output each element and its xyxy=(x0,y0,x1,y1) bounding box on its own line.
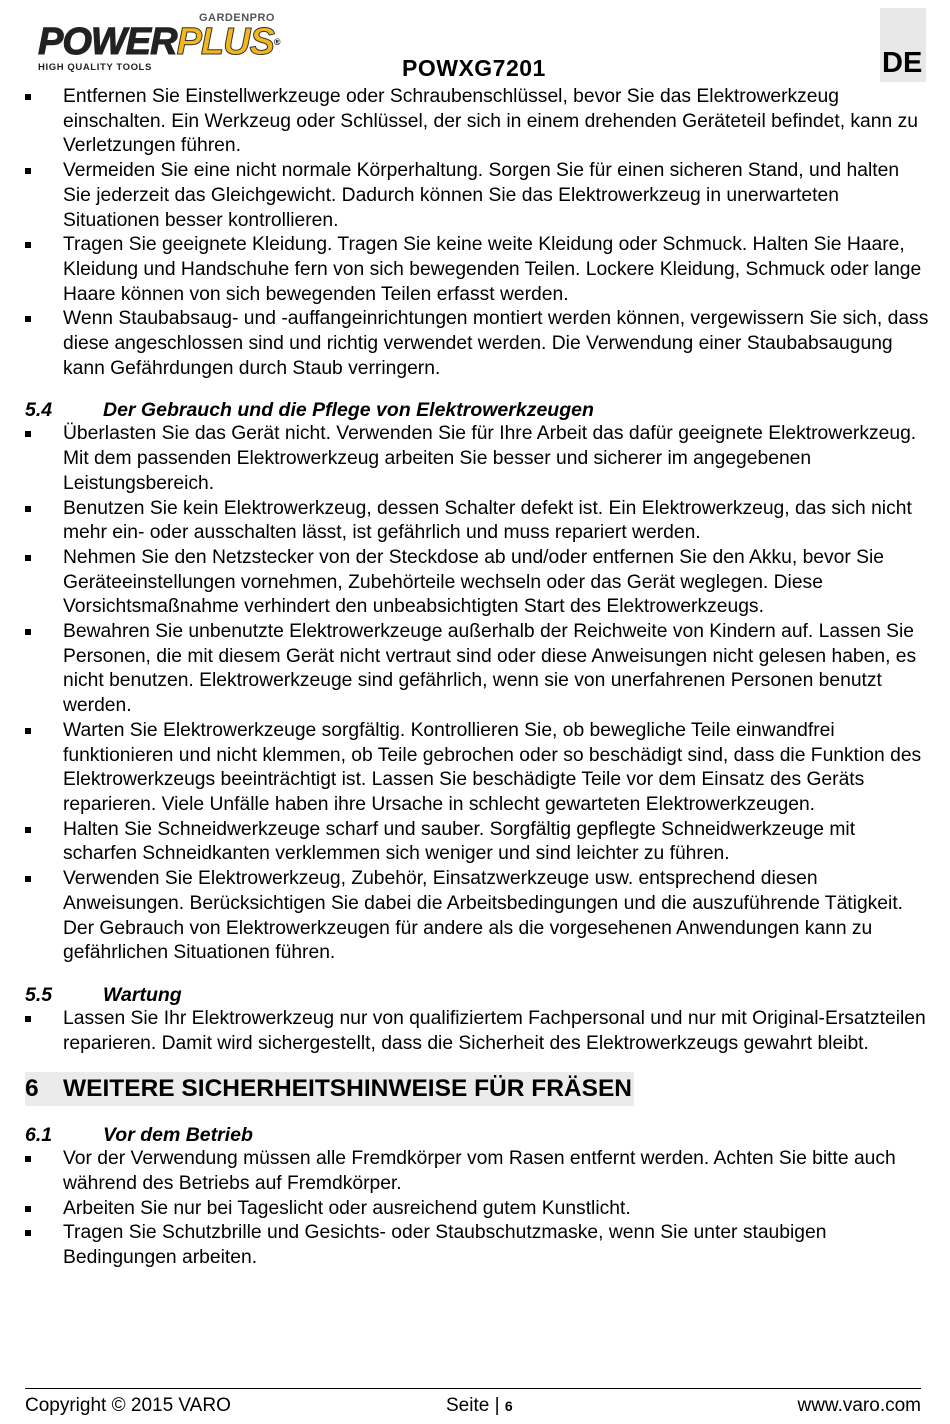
section-number: 5.5 xyxy=(25,983,53,1006)
powerplus-logo xyxy=(38,12,283,72)
list-item-text: Wenn Staubabsaug- und -auffangeinrichtungen montiert werden können, vergewissern Sie sich, dass diese angeschlossen sind und richtig verwendet werden. Die Verwendung einer Staubabsaugung kann Gefährdungen durch Staub verringern. xyxy=(63,308,929,379)
logo-gardenpro-text: GARDENPRO xyxy=(198,12,275,24)
bullet-icon xyxy=(25,827,31,833)
bullet-icon xyxy=(25,555,31,561)
bullet-icon xyxy=(25,629,31,635)
list-item xyxy=(25,1221,930,1270)
chapter-title: WEITERE SICHERHEITSHINWEISE FÜR FRÄSEN xyxy=(63,1075,632,1103)
list-item xyxy=(25,159,930,233)
list-item xyxy=(25,422,930,496)
logo-tagline: HIGH QUALITY TOOLS xyxy=(38,62,152,73)
page-footer xyxy=(25,1388,921,1416)
bullet-icon xyxy=(25,316,31,322)
bullet-icon xyxy=(25,1016,31,1022)
logo-plus-text: PLUS xyxy=(176,21,274,63)
logo-registered-mark: ® xyxy=(273,37,280,47)
language-tab xyxy=(880,8,926,82)
list-item xyxy=(25,546,930,620)
footer-page-indicator xyxy=(446,1395,513,1417)
list-item-text: Halten Sie Schneidwerkzeuge scharf und sauber. Sorgfältig gepflegte Schneidwerkzeuge mit scharfen Schneidkanten verklemmen sich weniger und sind leichter zu führen. xyxy=(63,818,856,865)
list-item xyxy=(25,867,930,966)
list-item-text: Bewahren Sie unbenutzte Elektrowerkzeuge außerhalb der Reichweite von Kindern auf. Lassen Sie Personen, die mit diesem Gerät nicht vertraut sind oder diese Anweisungen nicht gelesen haben, es nicht benutzen. Elektrowerkzeuge sind gefährlich, wenn sie von unerfahrenen Personen benutzt werden. xyxy=(63,621,917,717)
bullet-icon xyxy=(25,876,31,882)
bullet-list-6-1 xyxy=(25,1147,930,1271)
bullet-icon xyxy=(25,728,31,734)
list-item xyxy=(25,1147,930,1196)
section-number: 5.4 xyxy=(25,399,53,422)
list-item xyxy=(25,1007,930,1056)
bullet-icon xyxy=(25,1156,31,1162)
list-item-text: Nehmen Sie den Netzstecker von der Steckdose ab und/oder entfernen Sie den Akku, bevor Sie Geräteeinstellungen vornehmen, Zubehörteile wechseln oder das Gerät weglegen. Diese Vorsichtsmaßnahme verhindert den unbeabsichtigten Start des Elektrowerkzeugs. xyxy=(63,546,885,618)
list-item xyxy=(25,307,930,381)
language-code: DE xyxy=(882,47,923,79)
chapter-number: 6 xyxy=(25,1075,39,1103)
logo-power-text: POWER xyxy=(38,21,177,63)
footer-page-separator: | xyxy=(494,1395,500,1416)
bullet-list-5-4 xyxy=(25,422,930,965)
list-item-text: Lassen Sie Ihr Elektrowerkzeug nur von qualifiziertem Fachpersonal und nur mit Original-Ersatzteilen reparieren. Damit wird sichergestellt, dass die Sicherheit des Elektrowerkzeugs gewahrt bleibt. xyxy=(63,1007,926,1054)
list-item-text: Tragen Sie Schutzbrille und Gesichts- oder Staubschutzmaske, wenn Sie unter staubigen Bedingungen arbeiten. xyxy=(63,1222,827,1269)
bullet-icon xyxy=(25,242,31,248)
list-item xyxy=(25,620,930,719)
list-item-text: Verwenden Sie Elektrowerkzeug, Zubehör, Einsatzwerkzeuge usw. entsprechend diesen Anweisungen. Berücksichtigen Sie dabei die Arbeitsbedingungen und die auszuführende Tätigkeit. Der Gebrauch von Elektrowerkzeugen für andere als die vorgesehenen Anwendungen kann zu gefährlichen Situationen führen. xyxy=(63,868,904,964)
footer-copyright: Copyright © 2015 VARO xyxy=(25,1395,231,1416)
list-item xyxy=(25,233,930,307)
bullet-icon xyxy=(25,506,31,512)
bullet-icon xyxy=(25,94,31,100)
footer-website-link[interactable]: www.varo.com xyxy=(797,1395,921,1416)
section-number: 6.1 xyxy=(25,1124,53,1147)
footer-page-label: Seite xyxy=(446,1395,490,1416)
list-item-text: Vermeiden Sie eine nicht normale Körperhaltung. Sorgen Sie für einen sicheren Stand, und halten Sie jederzeit das Gleichgewicht. Dadurch können Sie das Elektrowerkzeug in unerwarteten Situationen besser kontrollieren. xyxy=(63,160,900,231)
list-item-text: Entfernen Sie Einstellwerkzeuge oder Schraubenschlüssel, bevor Sie das Elektrowerkzeug einschalten. Ein Werkzeug oder Schlüssel, der sich in einem drehenden Geräteteil befindet, kann zu Verletzungen führen. xyxy=(63,86,918,157)
footer-page-number: 6 xyxy=(504,1398,513,1414)
list-item-text: Arbeiten Sie nur bei Tageslicht oder ausreichend gutem Kunstlicht. xyxy=(63,1197,631,1219)
bullet-icon xyxy=(25,431,31,437)
section-title: Vor dem Betrieb xyxy=(103,1124,253,1147)
list-item-text: Benutzen Sie kein Elektrowerkzeug, dessen Schalter defekt ist. Ein Elektrowerkzeug, das sich nicht mehr ein- oder ausschalten lässt, ist gefährlich und muss repariert werden. xyxy=(63,497,912,544)
list-item-text: Tragen Sie geeignete Kleidung. Tragen Sie keine weite Kleidung oder Schmuck. Halten Sie Haare, Kleidung und Handschuhe fern von sich bewegenden Teilen. Lockere Kleidung, Schmuck oder lange Haare können von sich bewegenden Teilen erfasst werden. xyxy=(63,234,922,305)
chapter-heading-6 xyxy=(25,1072,634,1106)
list-item-text: Überlasten Sie das Gerät nicht. Verwenden Sie für Ihre Arbeit das dafür geeignete Elektrowerkzeug. Mit dem passenden Elektrowerkzeug arbeiten Sie besser und sicherer im angegebenen Leistungsbereich. xyxy=(63,423,917,494)
section-heading-5-5 xyxy=(25,983,930,1007)
list-item xyxy=(25,1197,930,1222)
section-heading-5-4 xyxy=(25,398,930,422)
list-item xyxy=(25,818,930,867)
page-content xyxy=(25,85,930,1271)
bullet-icon xyxy=(25,168,31,174)
section-title: Der Gebrauch und die Pflege von Elektrowerkzeugen xyxy=(103,399,594,422)
logo-wordmark xyxy=(38,22,280,62)
section-heading-6-1 xyxy=(25,1123,930,1147)
bullet-list-safety xyxy=(25,85,930,381)
list-item xyxy=(25,719,930,818)
bullet-list-5-5 xyxy=(25,1007,930,1056)
model-number: POWXG7201 xyxy=(402,55,546,81)
list-item xyxy=(25,85,930,159)
bullet-icon xyxy=(25,1230,31,1236)
list-item-text: Vor der Verwendung müssen alle Fremdkörper vom Rasen entfernt werden. Achten Sie bitte auch während des Betriebs auf Fremdkörper. xyxy=(63,1148,896,1195)
section-title: Wartung xyxy=(103,983,182,1006)
list-item-text: Warten Sie Elektrowerkzeuge sorgfältig. Kontrollieren Sie, ob bewegliche Teile einwandfrei funktionieren und nicht klemmen, ob Teile gebrochen oder so beschädigt sind, dass die Funktion des Elektrowerkzeugs beeinträchtigt ist. Lassen Sie beschädigte Teile vor dem Einsatz des Geräts reparieren. Viele Unfälle haben ihre Ursache in schlecht gewarteten Elektrowerkzeugen. xyxy=(63,719,922,815)
list-item xyxy=(25,497,930,546)
bullet-icon xyxy=(25,1206,31,1212)
